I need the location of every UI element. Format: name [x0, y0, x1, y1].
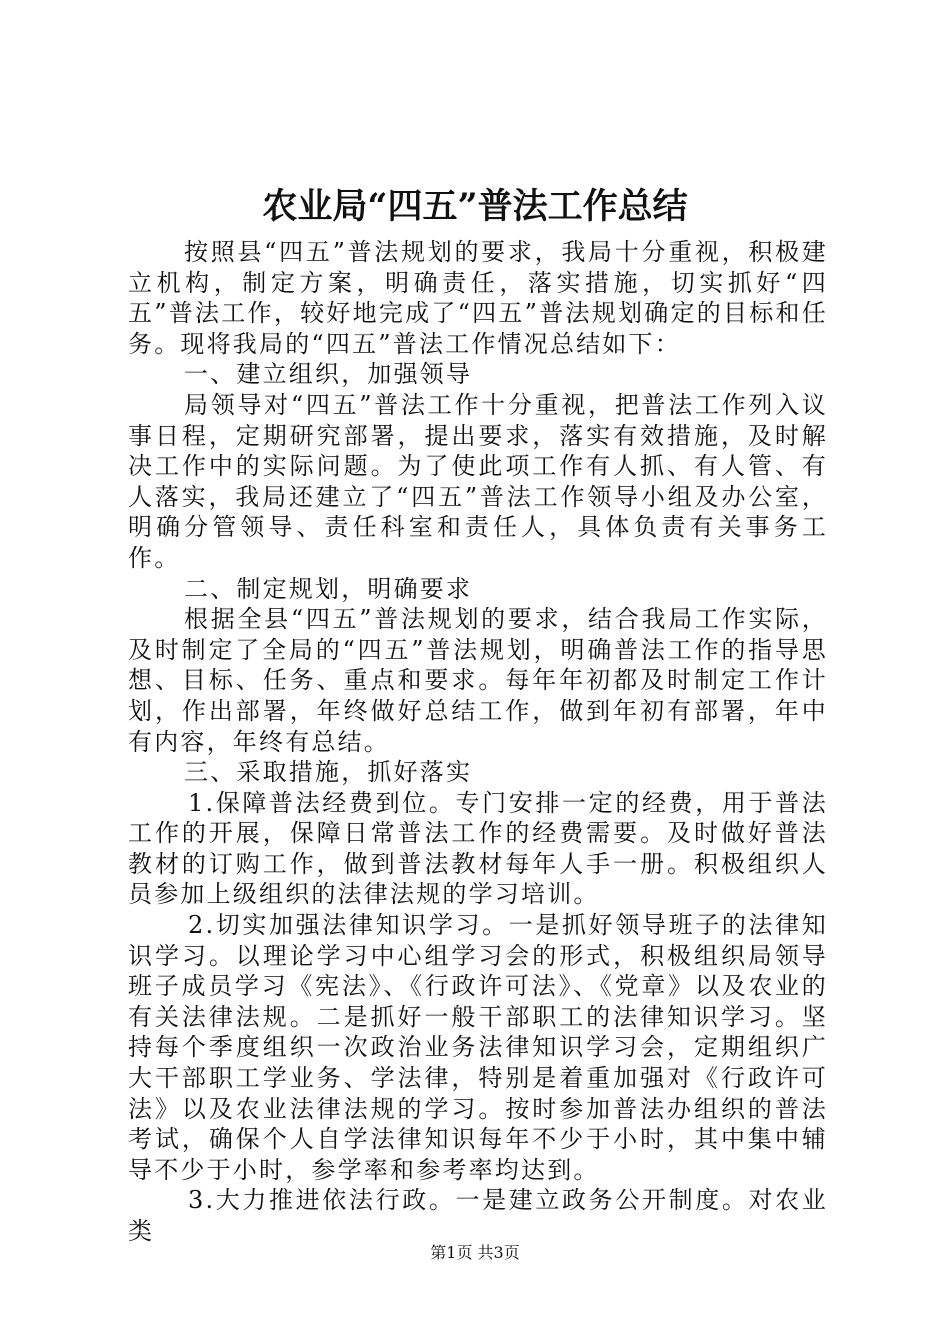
document-title: 农业局“四五”普法工作总结 — [262, 186, 688, 227]
intro-paragraph: 按照县“四五”普法规划的要求，我局十分重视，积极建立机构，制定方案，明确责任，落实措施，切实抓好“四五”普法工作，较好地完成了“四五”普法规划确定的目标和任务。现将我局的“四五”普法工作情况总结如下： — [128, 238, 828, 358]
measure-item-1: 1.保障普法经费到位。专门安排一定的经费，用于普法工作的开展，保障日常普法工作的经费需要。及时做好普法教材的订购工作，做到普法教材每年人手一册。积极组织人员参加上级组织的法律法规的学习培训。 — [128, 788, 828, 909]
section-3-heading: 三、采取措施，抓好落实 — [184, 758, 473, 787]
page-number-footer: 第1页 共3页 — [430, 1243, 520, 1262]
section-2-heading: 二、制定规划，明确要求 — [184, 574, 473, 603]
section-2-paragraph: 根据全县“四五”普法规划的要求，结合我局工作实际，及时制定了全局的“四五”普法规划，明确普法工作的指导思想、目标、任务、重点和要求。每年年初都及时制定工作计划，作出部署，年终做好总结工作，做到年初有部署，年中有内容，年终有总结。 — [128, 605, 828, 756]
section-1-paragraph: 局领导对“四五”普法工作十分重视，把普法工作列入议事日程，定期研究部署，提出要求，落实有效措施，及时解决工作中的实际问题。为了使此项工作有人抓、有人管、有人落实，我局还建立了“四五”普法工作领导小组及办公室，明确分管领导、责任科室和责任人，具体负责有关事务工作。 — [128, 390, 828, 572]
section-1-heading: 一、建立组织，加强领导 — [184, 360, 473, 389]
measure-item-2: 2.切实加强法律知识学习。一是抓好领导班子的法律知识学习。以理论学习中心组学习会的形式，积极组织局领导班子成员学习《宪法》、《行政许可法》、《党章》以及农业的有关法律法规。二是抓好一般干部职工的法律知识学习。坚持每个季度组织一次政治业务法律知识学习会，定期组织广大干部职工学业务、学法律，特别是着重加强对《行政许可法》以及农业法律法规的学习。按时参加普法办组织的普法考试，确保个人自学法律知识每年不少于小时，其中集中辅导不少于小时，参学率和参考率均达到。 — [128, 911, 828, 1184]
document-body — [128, 237, 828, 1247]
measure-item-3: 3.大力推进依法行政。一是建立政务公开制度。对农业类 — [128, 1186, 828, 1245]
